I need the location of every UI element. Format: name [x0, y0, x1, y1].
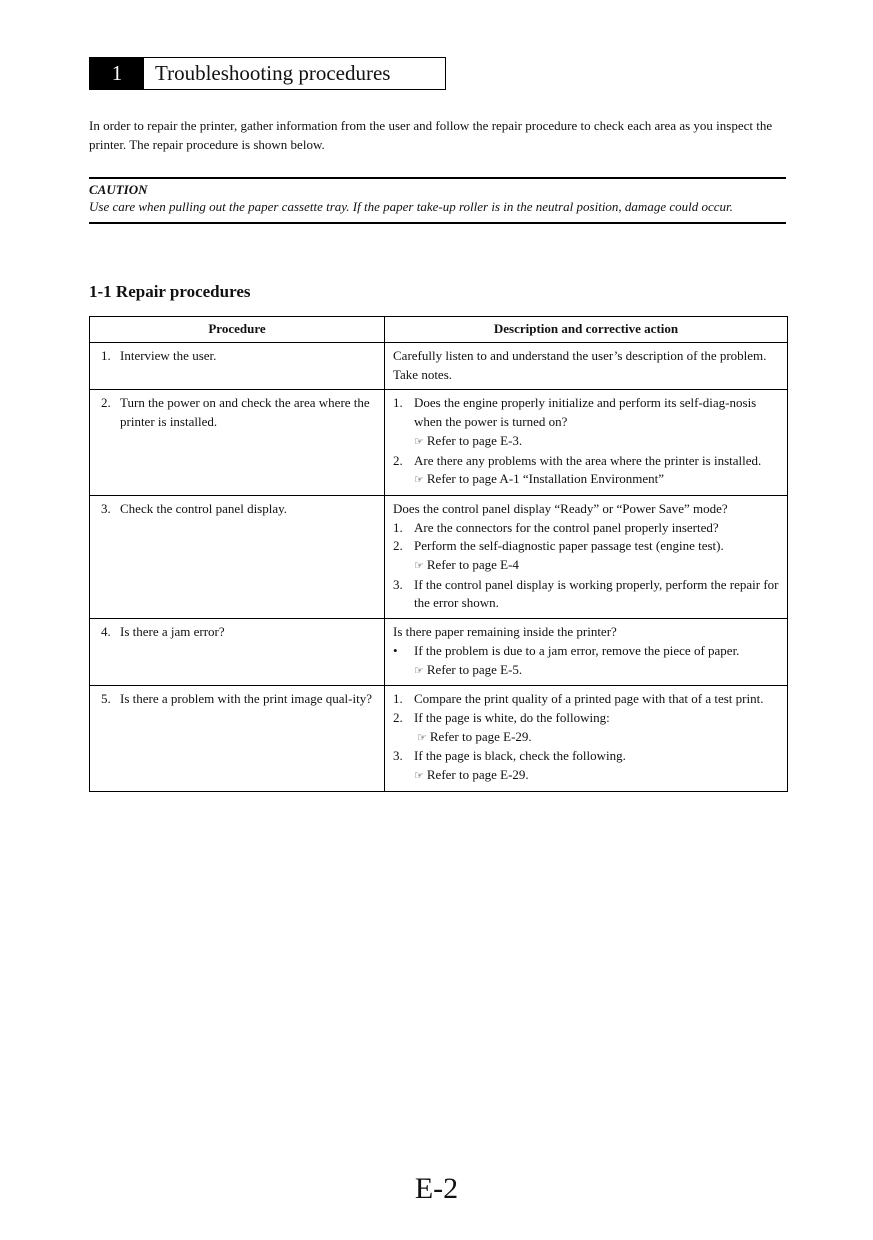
- pointing-hand-icon: ☞: [414, 560, 424, 573]
- header-procedure: Procedure: [90, 317, 385, 343]
- item-number: 2.: [393, 538, 403, 554]
- item-text: Are the connectors for the control panel properly inserted?: [414, 519, 719, 535]
- item-number: 2.: [393, 709, 403, 725]
- list-item: [393, 452, 783, 490]
- reference-text: Refer to page A-1 “Installation Environment”: [426, 471, 665, 487]
- step-number: 4.: [101, 624, 111, 640]
- procedure-cell: [90, 619, 385, 686]
- table-row: [90, 495, 788, 618]
- page-reference: [414, 432, 783, 452]
- item-number: 1.: [393, 519, 403, 535]
- intro-paragraph: In order to repair the printer, gather information from the user and follow the repair procedure to check each area as you inspect the printer. The repair procedure is shown below.: [89, 118, 773, 152]
- item-text: Does the engine properly initialize and perform its self-diag-nosis when the power is turned on?: [414, 395, 757, 430]
- page-reference: [414, 470, 783, 490]
- procedure-text: Is there a jam error?: [120, 624, 225, 640]
- description-lead: Does the control panel display “Ready” or “Power Save” mode?: [393, 500, 728, 516]
- page-reference: [414, 766, 783, 786]
- caution-title: CAUTION: [89, 182, 148, 197]
- list-item: [393, 747, 783, 785]
- list-item: [393, 642, 783, 680]
- item-text: Are there any problems with the area where the printer is installed.: [414, 452, 762, 468]
- list-item: [393, 394, 783, 451]
- page-number: E-2: [414, 1172, 459, 1205]
- pointing-hand-icon: ☞: [414, 474, 424, 487]
- description-cell: [385, 686, 788, 792]
- bullet: •: [393, 642, 398, 658]
- item-text: If the control panel display is working properly, perform the repair for the error shown.: [414, 576, 779, 611]
- procedure-text: Is there a problem with the print image qual-ity?: [120, 691, 372, 707]
- section-title: 1-1 Repair procedures: [89, 282, 251, 301]
- chapter-number: 1: [90, 58, 144, 89]
- procedure-cell: [90, 495, 385, 618]
- procedure-text: Turn the power on and check the area where the printer is installed.: [120, 395, 370, 430]
- item-text: Perform the self-diagnostic paper passage test (engine test).: [414, 538, 724, 554]
- pointing-hand-icon: ☞: [414, 770, 424, 783]
- item-number: 3.: [393, 748, 403, 764]
- table-row: [90, 390, 788, 496]
- list-item: [393, 537, 783, 575]
- description-cell: [385, 343, 788, 390]
- item-number: 1.: [393, 395, 403, 411]
- description-lead: Carefully listen to and understand the user’s description of the problem. Take notes.: [393, 348, 767, 382]
- list-item: [393, 519, 783, 538]
- header-description: Description and corrective action: [385, 317, 788, 343]
- list-item: [393, 709, 783, 747]
- caution-box: [89, 177, 786, 224]
- repair-procedures-table: [89, 316, 788, 792]
- caution-text: Use care when pulling out the paper cassette tray. If the paper take-up roller is in the neutral position, damage could occur.: [89, 199, 733, 214]
- item-text: Compare the print quality of a printed page with that of a test print.: [414, 691, 764, 707]
- reference-text: Refer to page E-3.: [426, 432, 523, 448]
- item-text: If the problem is due to a jam error, remove the piece of paper.: [414, 642, 740, 658]
- table-row: [90, 619, 788, 686]
- pointing-hand-icon: ☞: [414, 435, 424, 448]
- page-reference: [414, 661, 783, 681]
- pointing-hand-icon: ☞: [417, 731, 427, 744]
- procedure-text: Interview the user.: [120, 348, 217, 363]
- item-number: 1.: [393, 691, 403, 707]
- table-row: [90, 343, 788, 390]
- step-number: 3.: [101, 500, 111, 516]
- pointing-hand-icon: ☞: [414, 664, 424, 677]
- list-item: [393, 690, 783, 709]
- step-number: 1.: [101, 348, 111, 363]
- procedure-cell: [90, 686, 385, 792]
- description-lead: Is there paper remaining inside the printer?: [393, 624, 617, 640]
- item-number: 2.: [393, 452, 403, 468]
- reference-text: Refer to page E-29.: [426, 767, 529, 783]
- page-reference: [414, 728, 783, 748]
- page-reference: [414, 556, 783, 576]
- procedure-cell: [90, 390, 385, 496]
- reference-text: Refer to page E-4: [426, 557, 519, 573]
- step-number: 5.: [101, 691, 111, 707]
- reference-text: Refer to page E-5.: [426, 661, 523, 677]
- reference-text: Refer to page E-29.: [429, 728, 532, 744]
- chapter-title: Troubleshooting procedures: [155, 61, 391, 85]
- procedure-text: Check the control panel display.: [120, 500, 288, 516]
- description-cell: [385, 390, 788, 496]
- item-text: If the page is white, do the following:: [414, 709, 610, 725]
- description-cell: [385, 495, 788, 618]
- table-row: [90, 686, 788, 792]
- step-number: 2.: [101, 395, 111, 411]
- item-number: 3.: [393, 576, 403, 592]
- procedure-cell: [90, 343, 385, 390]
- description-cell: [385, 619, 788, 686]
- list-item: [393, 576, 783, 613]
- table-header-row: [90, 317, 788, 343]
- item-text: If the page is black, check the following.: [414, 748, 626, 764]
- chapter-heading: [89, 57, 446, 90]
